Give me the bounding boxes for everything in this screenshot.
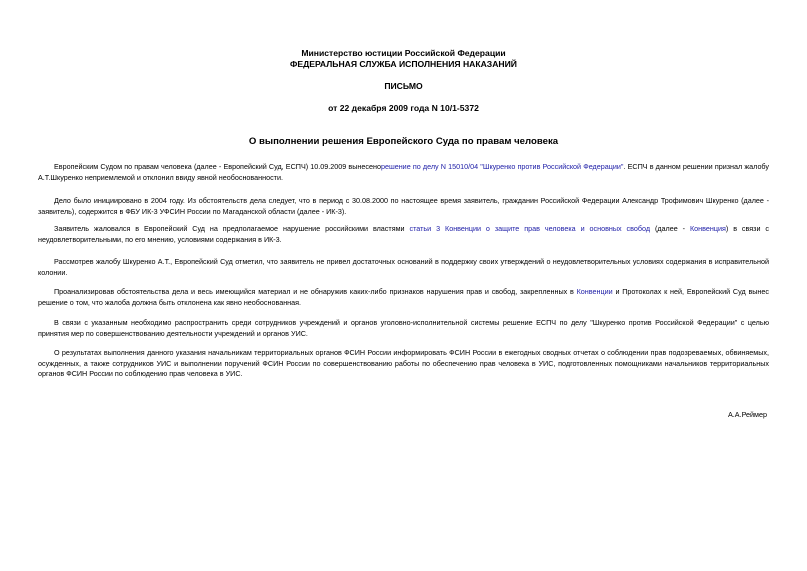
paragraph-6-text: В связи с указанным необходимо распространить среди сотрудников учреждений и органов уголовно-исполнительной системы решение ЕСПЧ по делу "Шкуренко против Российской Федерации" с целью принятия мер по совершенствованию деятельности учреждений и органов УИС. — [38, 318, 769, 338]
convention-link[interactable]: Конвенция — [689, 224, 726, 233]
signature: А.А.Реймер — [727, 410, 767, 419]
paragraph-2-text: Дело было инициировано в 2004 году. Из обстоятельств дела следует, что в период с 30.08.2000 по настоящее время заявитель, гражданин Российской Федерации Александр Трофимович Шкуренко (далее - заявитель), содержится в ФБУ ИК-3 УФСИН России по Магаданской области (далее - ИК-3). — [38, 196, 769, 216]
paragraph-3-text-a: Заявитель жаловался в Европейский Суд на предполагаемое нарушение российскими властями — [54, 224, 410, 233]
document-type: ПИСЬМО — [384, 81, 423, 91]
paragraph-3 — [38, 224, 769, 245]
service-name: ФЕДЕРАЛЬНАЯ СЛУЖБА ИСПОЛНЕНИЯ НАКАЗАНИЙ — [290, 59, 517, 69]
document-date-number: от 22 декабря 2009 года N 10/1-5372 — [328, 103, 479, 113]
paragraph-5 — [38, 287, 769, 308]
paragraph-5-text-b: и Протоколах к ней, Европейский Суд вынес решение о том, что жалоба должна быть отклонена как явно необоснованная. — [38, 287, 769, 307]
paragraph-5-text-a: Проанализировав обстоятельства дела и весь имеющийся материал и не обнаружив каких-либо признаков нарушения прав и свобод, закрепленных в — [54, 287, 577, 296]
paragraph-1-text-b: . ЕСПЧ в данном решении признал жалобу А.Т.Шкуренко неприемлемой и отклонил ввиду явной необоснованности. — [38, 162, 769, 182]
paragraph-4 — [38, 257, 769, 278]
paragraph-4-text: Рассмотрев жалобу Шкуренко А.Т., Европейский Суд отметил, что заявитель не привел достаточных оснований в поддержку своих утверждений о неудовлетворительных условиях содержания в исправительной колонии. — [38, 257, 769, 277]
document-subject: О выполнении решения Европейского Суда по правам человека — [248, 136, 559, 147]
paragraph-3-text-b: (далее - — [650, 224, 690, 233]
paragraph-2 — [38, 196, 769, 217]
convention-link-2[interactable]: Конвенции — [576, 287, 613, 296]
ministry-name: Министерство юстиции Российской Федерации — [301, 48, 506, 58]
paragraph-7-text: О результатах выполнения данного указания начальникам территориальных органов ФСИН России информировать ФСИН России в ежегодных сводных отчетах о соблюдении прав подозреваемых, обвиняемых, осужденных, а также сотрудников УИС и выполнении поручений ФСИН России по совершенствованию работы по обеспечению прав человека в УИС, подготовленных помощниками начальников территориальных органов ФСИН России по соблюдению прав человека в УИС. — [38, 348, 769, 378]
paragraph-7 — [38, 348, 769, 380]
article-3-link[interactable]: статьи 3 Конвенции о защите прав человека и основных свобод — [409, 224, 651, 233]
paragraph-1 — [38, 162, 769, 183]
decision-link[interactable]: решение по делу N 15010/04 "Шкуренко против Российской Федерации" — [380, 162, 624, 171]
paragraph-1-text-a: Европейским Судом по правам человека (далее - Европейский Суд, ЕСПЧ) 10.09.2009 вынесено — [54, 162, 381, 171]
paragraph-6 — [38, 318, 769, 339]
paragraph-3-text-c: ) в связи с неудовлетворительными, по его мнению, условиями содержания в ИК-3. — [38, 224, 769, 244]
